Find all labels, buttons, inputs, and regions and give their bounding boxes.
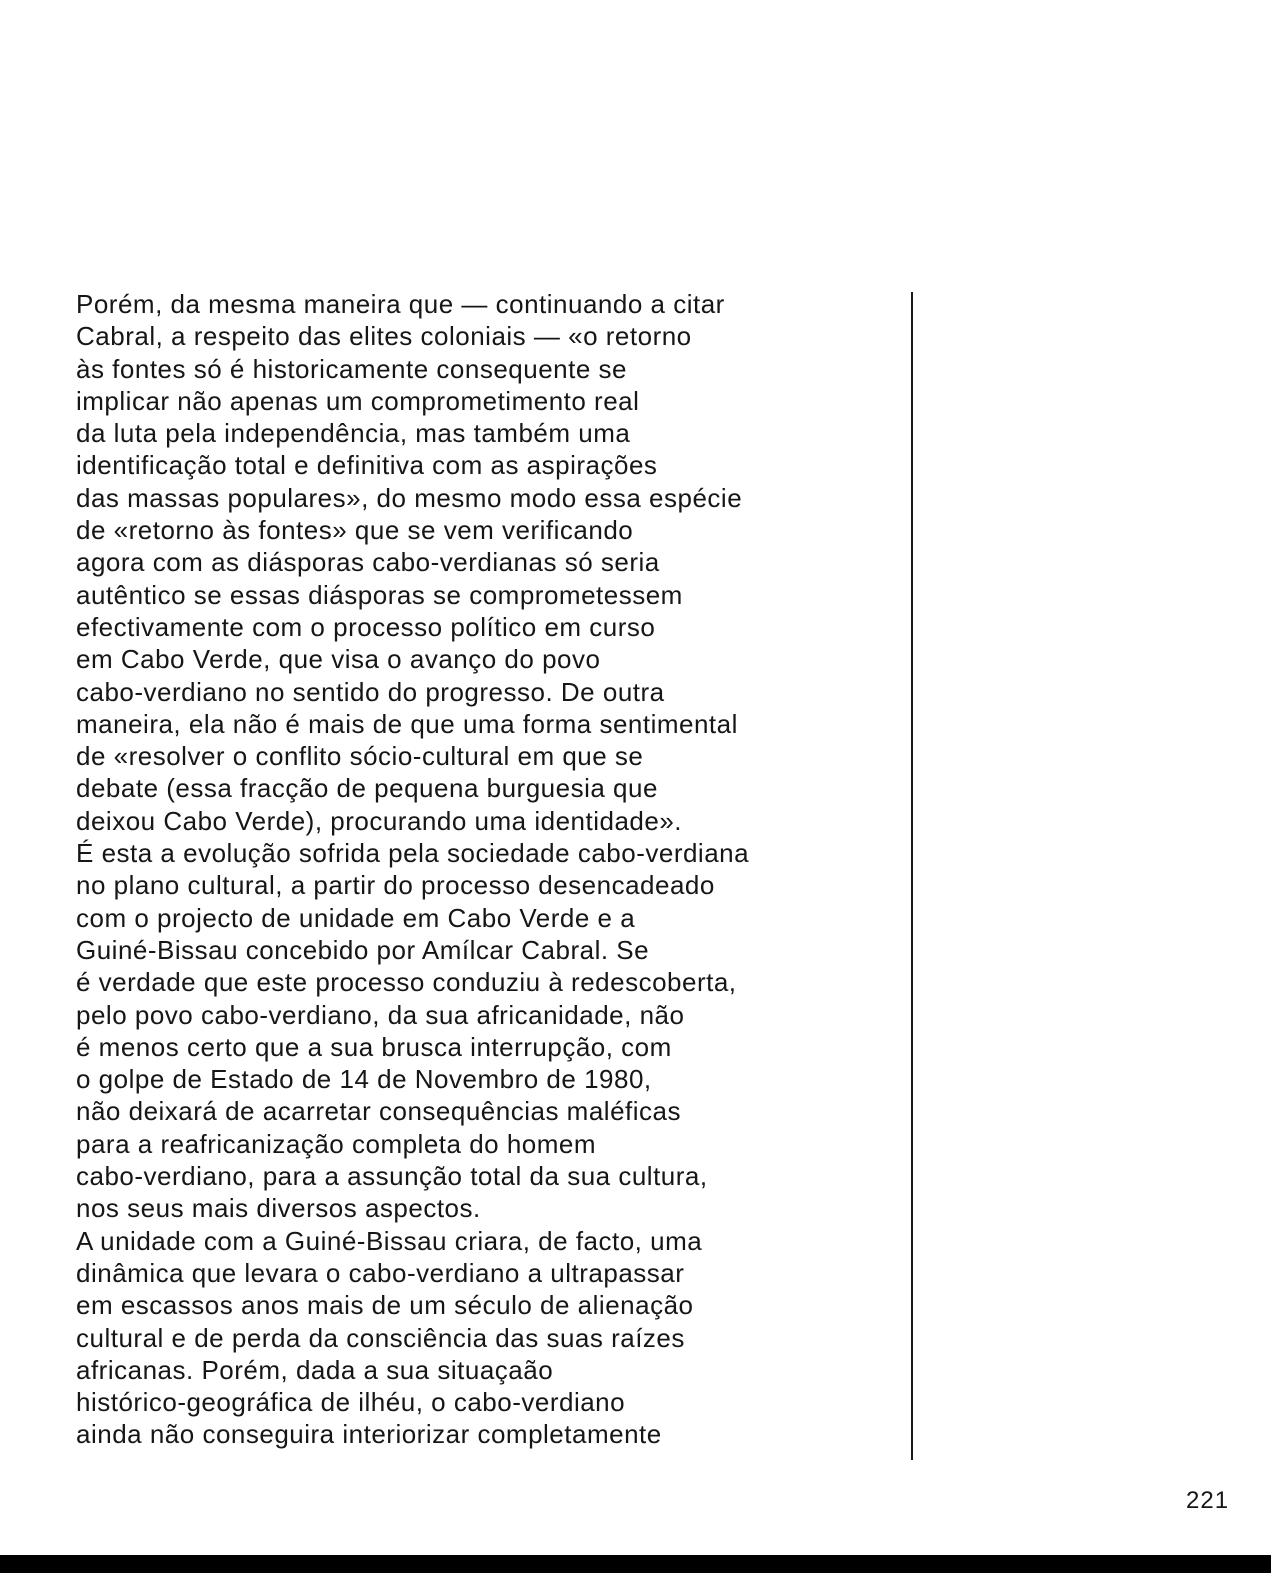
text-line: pelo povo cabo-verdiano, da sua africanidade, não bbox=[76, 999, 685, 1030]
text-line: deixou Cabo Verde), procurando uma identidade». bbox=[76, 805, 683, 836]
text-line: autêntico se essas diásporas se comprometessem bbox=[76, 579, 683, 610]
text-line: para a reafricanização completa do homem bbox=[76, 1128, 597, 1159]
text-line: em escassos anos mais de um século de alienação bbox=[76, 1290, 694, 1321]
text-line: debate (essa fracção de pequena burguesia que bbox=[76, 773, 658, 804]
text-line: cabo-verdiano, para a assunção total da sua cultura, bbox=[76, 1161, 708, 1192]
text-line: Cabral, a respeito das elites coloniais — «o retorno bbox=[76, 321, 692, 352]
text-line: identificação total e definitiva com as aspirações bbox=[76, 450, 658, 481]
text-line: com o projecto de unidade em Cabo Verde e a bbox=[76, 902, 636, 933]
text-line: às fontes só é historicamente consequente se bbox=[76, 353, 627, 384]
text-line: das massas populares», do mesmo modo essa espécie bbox=[76, 482, 743, 513]
text-line: efectivamente com o processo político em curso bbox=[76, 611, 656, 642]
text-line: dinâmica que levara o cabo-verdiano a ultrapassar bbox=[76, 1257, 685, 1288]
text-line: Guiné-Bissau concebido por Amílcar Cabral. Se bbox=[76, 934, 650, 965]
text-line: agora com as diásporas cabo-verdianas só seria bbox=[76, 547, 660, 578]
text-line: de «retorno às fontes» que se vem verificando bbox=[76, 515, 634, 546]
text-line: implicar não apenas um comprometimento real bbox=[76, 385, 640, 416]
scan-edge-bar bbox=[0, 1555, 1271, 1573]
text-line: histórico-geográfica de ilhéu, o cabo-verdiano bbox=[76, 1387, 626, 1418]
text-line: em Cabo Verde, que visa o avanço do povo bbox=[76, 644, 601, 675]
text-line: É esta a evolução sofrida pela sociedade cabo-verdiana bbox=[76, 838, 750, 869]
text-line: no plano cultural, a partir do processo desencadeado bbox=[76, 870, 715, 901]
text-line: ainda não conseguira interiorizar completamente bbox=[76, 1419, 662, 1450]
text-line: nos seus mais diversos aspectos. bbox=[76, 1193, 481, 1224]
text-line: não deixará de acarretar consequências maléficas bbox=[76, 1096, 682, 1127]
text-line: cabo-verdiano no sentido do progresso. De outra bbox=[76, 676, 665, 707]
text-line: A unidade com a Guiné-Bissau criara, de facto, uma bbox=[76, 1225, 703, 1256]
text-line: maneira, ela não é mais de que uma forma sentimental bbox=[76, 708, 738, 739]
text-line: é menos certo que a sua brusca interrupção, com bbox=[76, 1031, 672, 1062]
page-number: 221 bbox=[1186, 1487, 1230, 1514]
text-line: Porém, da mesma maneira que — continuando a citar bbox=[76, 289, 725, 319]
text-line: da luta pela independência, mas também uma bbox=[76, 418, 631, 449]
body-text bbox=[76, 288, 906, 1451]
text-line: cultural e de perda da consciência das suas raízes bbox=[76, 1322, 685, 1353]
text-line: o golpe de Estado de 14 de Novembro de 1980, bbox=[76, 1064, 652, 1095]
text-line: de «resolver o conflito sócio-cultural em que se bbox=[76, 741, 644, 772]
margin-rule bbox=[911, 292, 913, 1460]
text-line: é verdade que este processo conduziu à redescoberta, bbox=[76, 967, 737, 998]
text-line: africanas. Porém, dada a sua situaçaão bbox=[76, 1354, 554, 1385]
